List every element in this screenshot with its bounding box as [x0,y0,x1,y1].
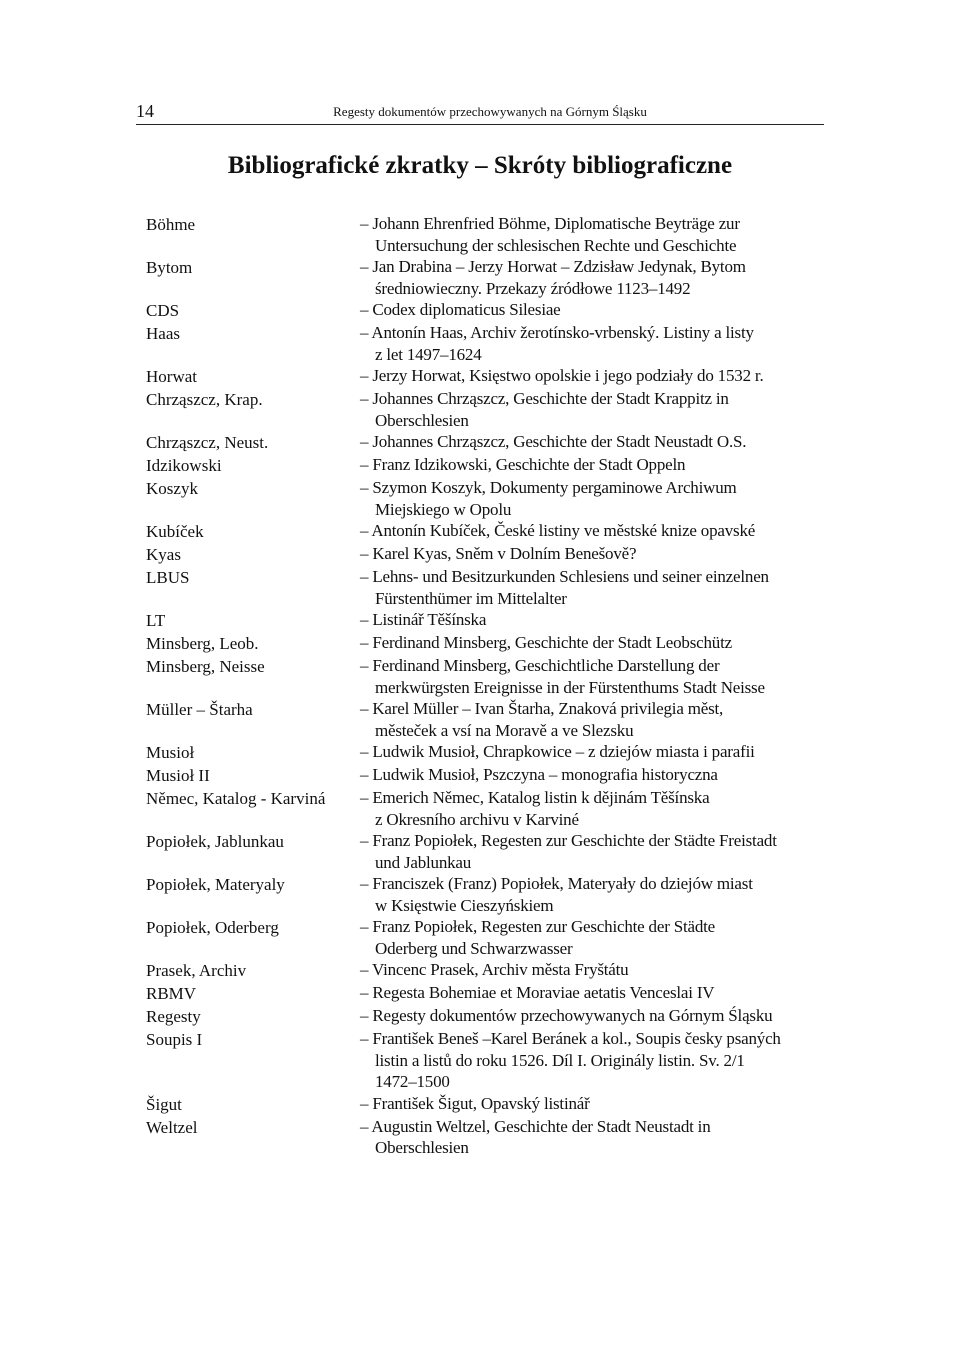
abbreviation: Haas [146,324,180,343]
description-line: średniowieczny. Przekazy źródłowe 1123–1492 [375,278,691,298]
bibliographic-description [360,982,826,1004]
description-line: – Listinář Těšínska [360,610,487,629]
bibliographic-description [360,213,826,256]
bibliographic-description [360,431,826,453]
page-title: Bibliografické zkratky – Skróty bibliograficzne [227,152,733,179]
list-item [146,830,826,873]
description-line: – Augustin Weltzel, Geschichte der Stadt Neustadt in [360,1116,711,1136]
abbreviation: Soupis I [146,1030,203,1049]
abbreviation-list [146,213,826,1159]
page-number: 14 [136,101,154,121]
list-item [146,1116,826,1159]
abbreviation: Müller – Štarha [146,700,253,719]
list-item [146,1028,826,1093]
description-line: Oberschlesien [375,410,469,430]
abbreviation: Chrząszcz, Neust. [146,433,269,452]
description-line: – Jerzy Horwat, Księstwo opolskie i jego podziały do 1532 r. [360,366,764,385]
description-line: Untersuchung der schlesischen Rechte und Geschichte [375,235,737,255]
abbreviation: Minsberg, Leob. [146,634,259,653]
description-line: Oderberg und Schwarzwasser [375,938,573,958]
list-item [146,213,826,256]
bibliographic-description [360,873,826,916]
bibliographic-description [360,322,826,365]
abbreviation: LBUS [146,568,190,587]
description-line: – Ferdinand Minsberg, Geschichtliche Darstellung der [360,656,720,675]
bibliographic-description [360,655,826,698]
abbreviation: Popiołek, Oderberg [146,918,279,937]
list-item [146,959,826,982]
list-item [146,256,826,299]
description-line: – Johannes Chrząszcz, Geschichte der Stadt Krappitz in [360,389,729,408]
abbreviation: Popiołek, Jablunkau [146,832,284,851]
list-item [146,543,826,566]
bibliographic-description [360,787,826,830]
bibliographic-description [360,520,826,542]
bibliographic-description [360,1005,826,1027]
list-item [146,322,826,365]
running-title: Regesty dokumentów przechowywanych na Górnym Śląsku [333,104,647,119]
description-line: – Karel Kyas, Sněm v Dolním Benešově? [360,544,637,563]
description-line: z Okresního archivu v Karviné [375,809,579,829]
abbreviation: Minsberg, Neisse [146,657,265,676]
bibliographic-description [360,454,826,476]
page-header [136,100,824,125]
abbreviation: Popiołek, Materyaly [146,875,285,894]
list-item [146,873,826,916]
bibliographic-description [360,256,826,299]
description-line: Oberschlesien [375,1138,469,1157]
abbreviation: LT [146,611,166,630]
description-line: 1472–1500 [375,1072,450,1091]
description-line: – Franz Idzikowski, Geschichte der Stadt Oppeln [360,455,686,474]
description-line: Miejskiego w Opolu [375,499,512,519]
description-line: – František Šigut, Opavský listinář [360,1093,590,1113]
list-item [146,698,826,741]
bibliographic-description [360,698,826,741]
list-item [146,764,826,787]
description-line: – Regesty dokumentów przechowywanych na Górnym Śląsku [360,1006,773,1025]
list-item [146,299,826,322]
bibliographic-description [360,764,826,786]
description-line: – Vincenc Prasek, Archiv města Fryštátu [360,960,629,979]
abbreviation: Musioł II [146,766,210,785]
description-line: – Codex diplomaticus Silesiae [360,300,561,319]
abbreviation: Regesty [146,1007,201,1026]
bibliographic-description [360,741,826,763]
abbreviation: Kubíček [146,522,204,541]
bibliographic-description [360,566,826,609]
description-line: – Emerich Němec, Katalog listin k dějinám Těšínska [360,788,710,807]
list-item [146,365,826,388]
abbreviation: Böhme [146,215,196,234]
description-line: – Karel Müller – Ivan Štarha, Znaková privilegia měst, [360,699,724,718]
abbreviation: Němec, Katalog - Karviná [146,789,326,808]
bibliographic-description [360,365,826,387]
list-item [146,632,826,655]
bibliographic-description [360,609,826,631]
bibliographic-description [360,543,826,565]
list-item [146,454,826,477]
list-item [146,787,826,830]
description-line: listin a listů do roku 1526. Díl I. Originály listin. Sv. 2/1 [375,1050,745,1070]
list-item [146,982,826,1005]
abbreviation: RBMV [146,984,197,1003]
list-item [146,1005,826,1028]
bibliographic-description [360,1116,826,1159]
description-line: – Johannes Chrząszcz, Geschichte der Stadt Neustadt O.S. [360,432,747,451]
bibliographic-description [360,959,826,981]
description-line: – Regesta Bohemiae et Moraviae aetatis Venceslai IV [360,983,715,1002]
abbreviation: Koszyk [146,479,198,498]
list-item [146,520,826,543]
bibliographic-description [360,299,826,321]
bibliographic-description [360,830,826,873]
description-line: merkwürgsten Ereignisse in der Fürstenthums Stadt Neisse [375,677,765,697]
description-line: z let 1497–1624 [375,344,482,364]
description-line: – Franciszek (Franz) Popiołek, Materyały do dziejów miast [360,874,753,893]
description-line: w Księstwie Cieszyńskiem [375,895,554,915]
abbreviation: Bytom [146,258,193,277]
description-line: – Johann Ehrenfried Böhme, Diplomatische Beyträge zur [360,214,740,233]
description-line: Fürstenthümer im Mittelalter [375,588,567,608]
bibliographic-description [360,1093,826,1115]
list-item [146,609,826,632]
description-line: – Ludwik Musioł, Chrapkowice – z dziejów miasta i parafii [360,742,755,761]
abbreviation: Idzikowski [146,456,222,475]
description-line: – Ludwik Musioł, Pszczyna – monografia historyczna [360,765,718,784]
description-line: – Szymon Koszyk, Dokumenty pergaminowe Archiwum [360,478,737,497]
bibliographic-description [360,632,826,654]
description-line: – Lehns- und Besitzurkunden Schlesiens und seiner einzelnen [360,567,769,586]
description-line: – Jan Drabina – Jerzy Horwat – Zdzisław Jedynak, Bytom [360,257,746,276]
abbreviation: Kyas [146,545,181,564]
description-line: – Antonín Kubíček, České listiny ve městské knize opavské [360,521,756,540]
list-item [146,477,826,520]
list-item [146,566,826,609]
description-line: městeček a vsí na Moravě a ve Slezsku [375,720,634,740]
abbreviation: Prasek, Archiv [146,961,247,980]
abbreviation: Weltzel [146,1117,198,1137]
description-line: – Franz Popiołek, Regesten zur Geschichte der Städte [360,917,715,936]
description-line: und Jablunkau [375,852,472,872]
abbreviation: Šigut [146,1094,182,1114]
list-item [146,388,826,431]
list-item [146,431,826,454]
description-line: – Franz Popiołek, Regesten zur Geschichte der Städte Freistadt [360,831,777,850]
list-item [146,916,826,959]
abbreviation: CDS [146,301,180,320]
description-line: – František Beneš –Karel Beránek a kol., Soupis česky psaných [360,1029,781,1048]
description-line: – Ferdinand Minsberg, Geschichte der Stadt Leobschütz [360,633,732,652]
list-item [146,741,826,764]
abbreviation: Horwat [146,367,197,386]
description-line: – Antonín Haas, Archiv žerotínsko-vrbenský. Listiny a listy [360,323,754,342]
bibliographic-description [360,916,826,959]
bibliographic-description [360,477,826,520]
list-item [146,655,826,698]
list-item [146,1093,826,1116]
abbreviation: Chrząszcz, Krap. [146,390,263,409]
bibliographic-description [360,388,826,431]
bibliographic-description [360,1028,826,1093]
abbreviation: Musioł [146,743,195,762]
